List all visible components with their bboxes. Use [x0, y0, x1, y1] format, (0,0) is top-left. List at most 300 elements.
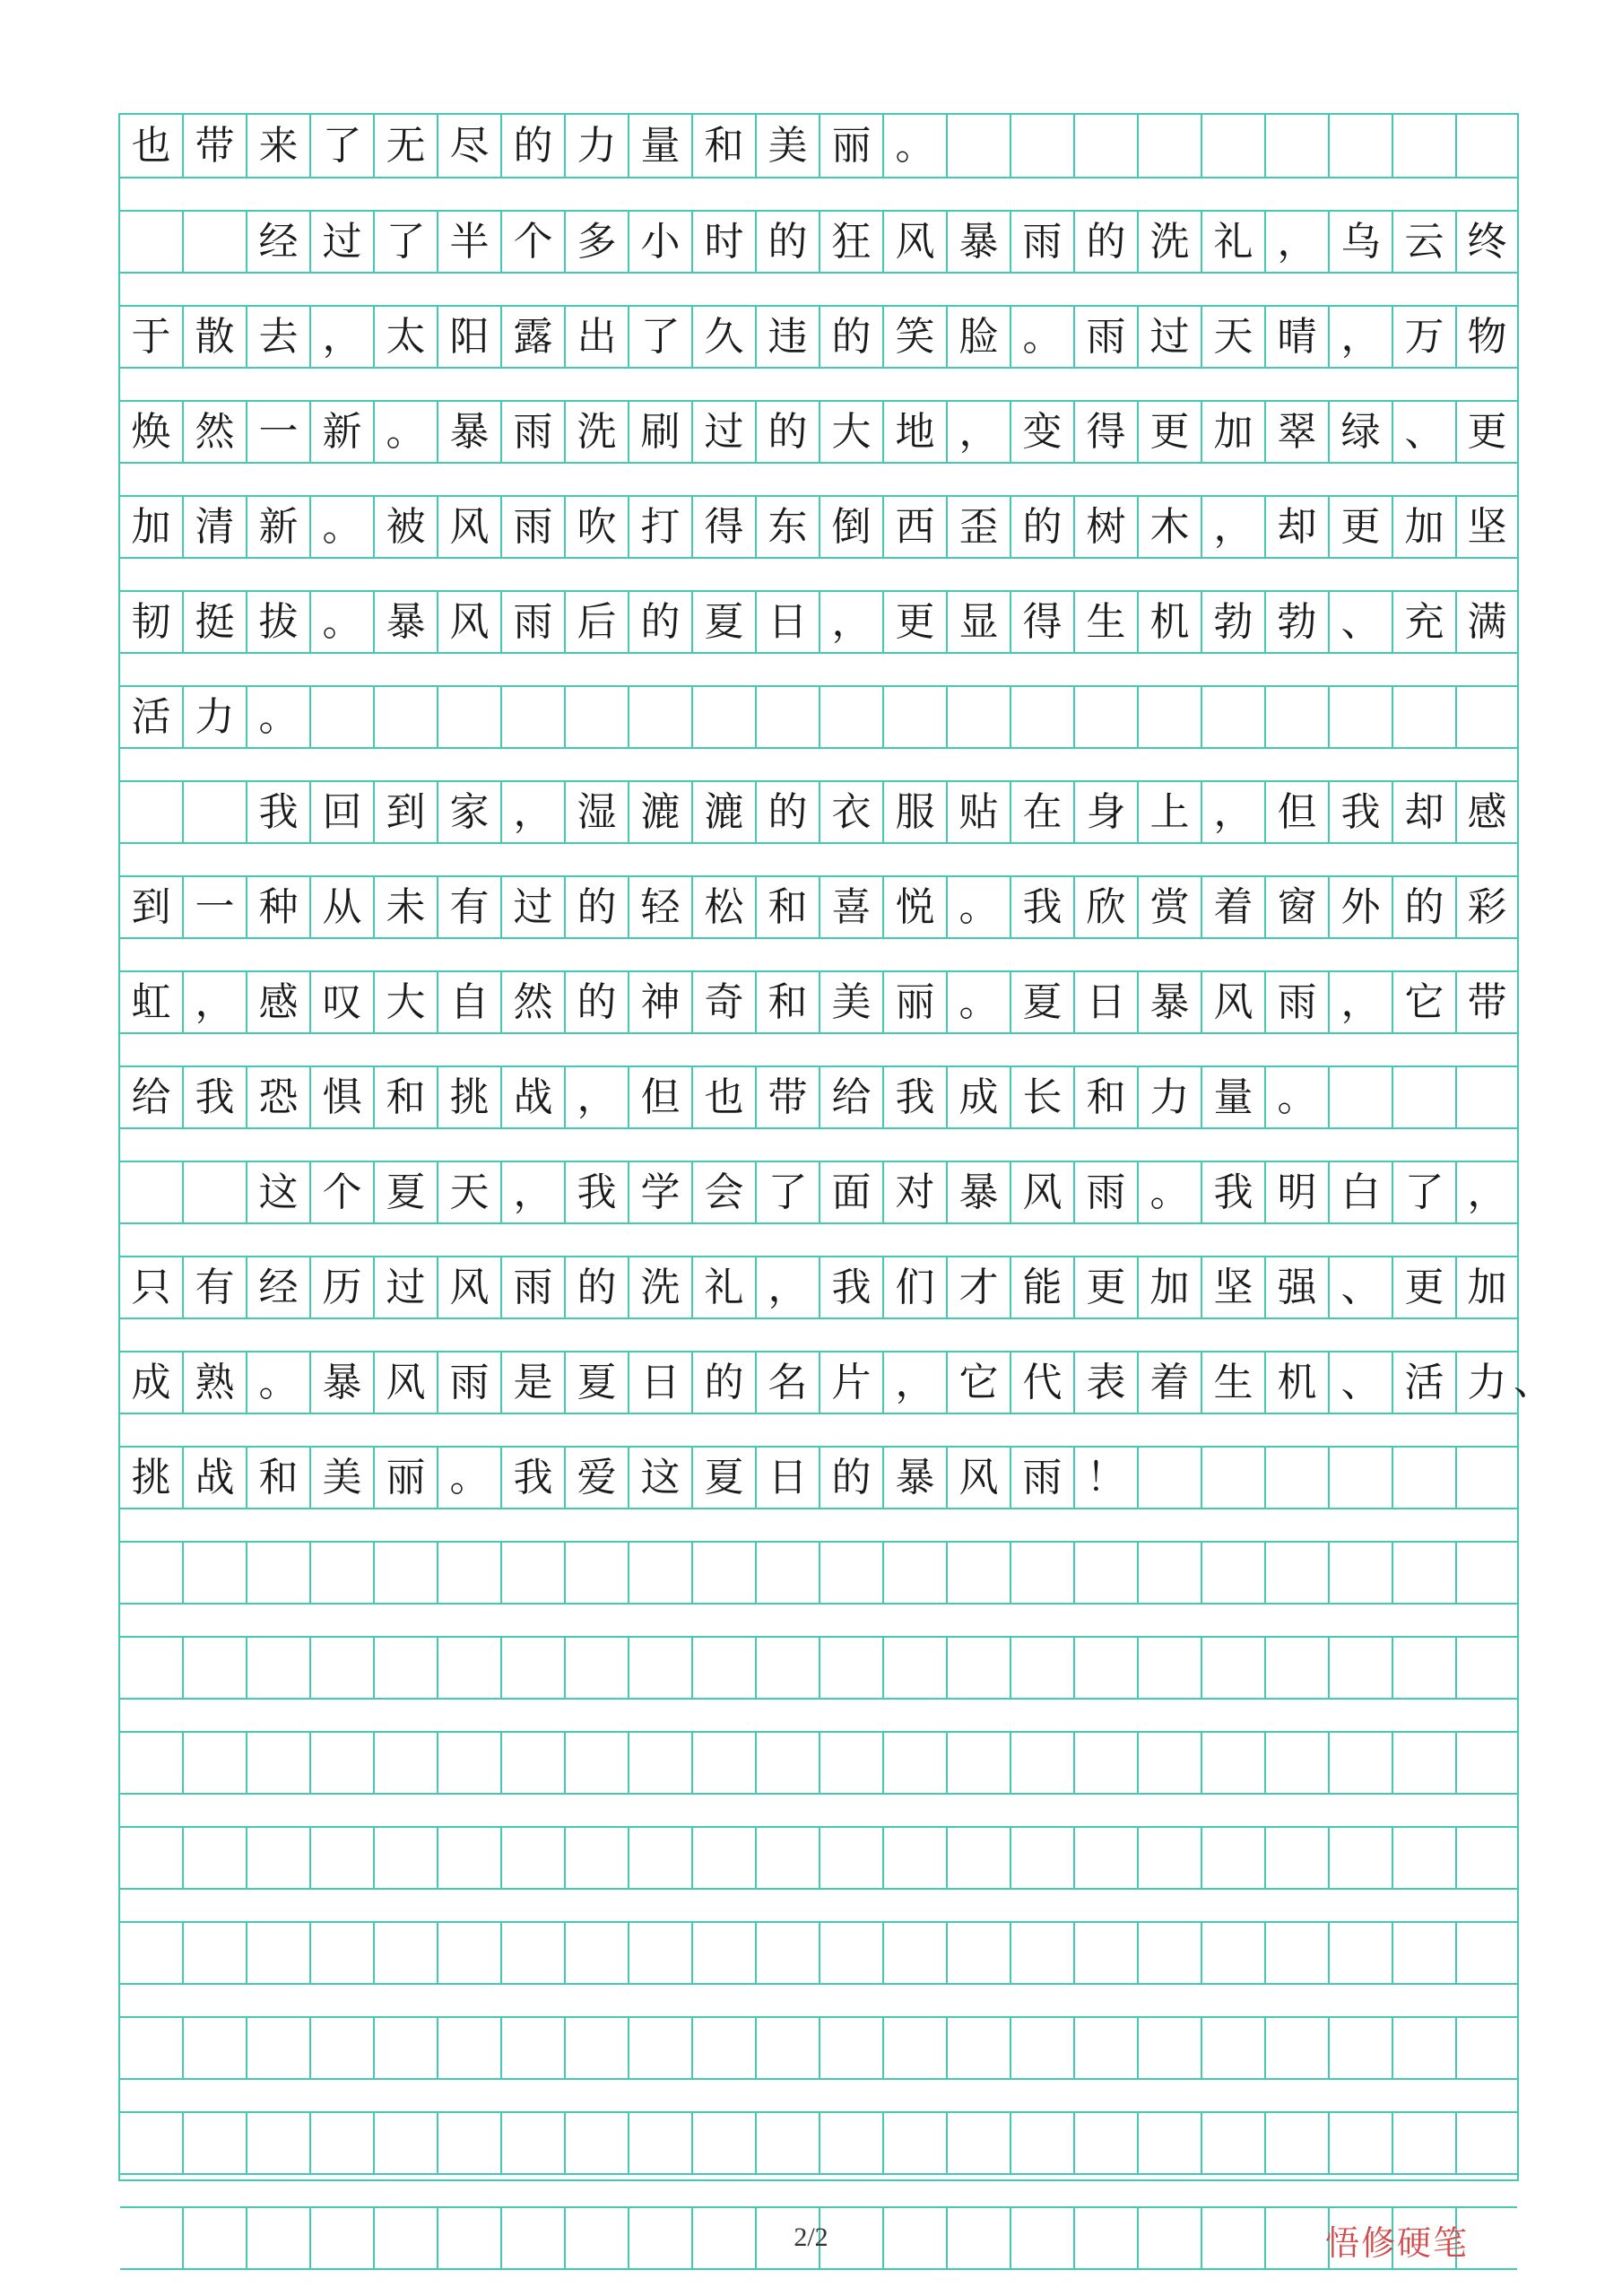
grid-cell: [502, 1638, 566, 1698]
grid-cell: [375, 1923, 438, 1983]
grid-cell: [1457, 1448, 1517, 1508]
grid-cell: 时: [693, 212, 757, 272]
grid-cell: 也: [693, 1067, 757, 1127]
grid-cell: [375, 1638, 438, 1698]
grid-cell: 暴: [311, 1352, 375, 1413]
grid-cell: 吹: [566, 497, 629, 557]
grid-cell: 在: [1011, 782, 1075, 842]
grid-cell: [1011, 687, 1075, 747]
grid-cell: [1457, 1923, 1517, 1983]
grid-cell: [948, 115, 1011, 177]
grid-cell: [1266, 2113, 1330, 2173]
grid-cell: 过: [375, 1257, 438, 1318]
grid-cell: ！: [1075, 1448, 1139, 1508]
grid-cell: [1202, 115, 1266, 177]
grid-cell: 我: [884, 1067, 948, 1127]
grid-row: [120, 305, 1517, 369]
grid-cell: [820, 1543, 884, 1603]
grid-cell: 。: [948, 972, 1011, 1032]
grid-cell: [566, 687, 629, 747]
grid-cell: 过: [311, 212, 375, 272]
grid-cell: [502, 1828, 566, 1888]
grid-cell: [1011, 1923, 1075, 1983]
grid-cell: [1075, 687, 1139, 747]
grid-cell: [120, 1828, 184, 1888]
grid-cell: [757, 1733, 820, 1793]
grid-cell: 然: [184, 402, 247, 462]
grid-cell: [1457, 687, 1517, 747]
grid-cell: 加: [120, 497, 184, 557]
grid-cell: [502, 1733, 566, 1793]
grid-cell: 风: [438, 1257, 502, 1318]
grid-cell: [1457, 2113, 1517, 2173]
grid-cell: 湿: [566, 782, 629, 842]
grid-cell: 小: [629, 212, 693, 272]
grid-cell: 我: [1011, 877, 1075, 937]
grid-cell: 加: [1139, 1257, 1202, 1318]
grid-cell: [1393, 1733, 1457, 1793]
grid-cell: 的: [757, 212, 820, 272]
grid-cell: 们: [884, 1257, 948, 1318]
grid-cell: 松: [693, 877, 757, 937]
grid-cell: 经: [247, 1257, 311, 1318]
grid-cell: [1457, 1733, 1517, 1793]
grid-cell: 风: [438, 592, 502, 652]
page-number: 2/2: [794, 2222, 828, 2252]
grid-cell: [1330, 2018, 1393, 2078]
grid-cell: 长: [1011, 1067, 1075, 1127]
grid-cell: 喜: [820, 877, 884, 937]
grid-cell: 来: [247, 115, 311, 177]
grid-cell: [1393, 1448, 1457, 1508]
grid-cell: 礼: [1202, 212, 1266, 272]
grid-cell: 着: [1202, 877, 1266, 937]
grid-cell: 机: [1139, 592, 1202, 652]
grid-cell: [820, 687, 884, 747]
grid-cell: ，: [1202, 782, 1266, 842]
grid-cell: [693, 2113, 757, 2173]
grid-cell: 加: [1202, 402, 1266, 462]
grid-cell: 强: [1266, 1257, 1330, 1318]
grid-cell: [438, 1543, 502, 1603]
grid-cell: 从: [311, 877, 375, 937]
grid-cell: 暴: [948, 212, 1011, 272]
grid-cell: 量: [1202, 1067, 1266, 1127]
grid-cell: [693, 1923, 757, 1983]
grid-cell: [948, 1733, 1011, 1793]
grid-cell: [120, 1733, 184, 1793]
grid-cell: 太: [375, 307, 438, 367]
grid-cell: [693, 1543, 757, 1603]
grid-cell: 美: [311, 1448, 375, 1508]
grid-cell: 了: [757, 1162, 820, 1222]
grid-cell: 战: [184, 1448, 247, 1508]
grid-cell: [629, 1828, 693, 1888]
grid-cell: 窗: [1266, 877, 1330, 937]
grid-cell: 生: [1202, 1352, 1266, 1413]
grid-cell: [311, 2018, 375, 2078]
grid-cell: 夏: [693, 592, 757, 652]
grid-cell: [629, 1733, 693, 1793]
grid-cell: 晴: [1266, 307, 1330, 367]
grid-cell: 被: [375, 497, 438, 557]
grid-cell: [693, 1638, 757, 1698]
grid-cell: 惧: [311, 1067, 375, 1127]
grid-cell: 夏: [375, 1162, 438, 1222]
grid-cell: [629, 2113, 693, 2173]
grid-cell: [1393, 1638, 1457, 1698]
grid-cell: 带: [757, 1067, 820, 1127]
grid-cell: 有: [438, 877, 502, 937]
grid-cell: [1202, 1543, 1266, 1603]
grid-cell: [820, 1733, 884, 1793]
grid-cell: [1330, 1828, 1393, 1888]
grid-cell: 带: [1467, 978, 1507, 1025]
grid-cell: 的: [820, 1448, 884, 1508]
grid-cell: 风: [884, 212, 948, 272]
grid-cell: [1011, 1638, 1075, 1698]
grid-cell: 韧: [120, 592, 184, 652]
grid-cell: [1139, 1638, 1202, 1698]
grid-row: [120, 2016, 1517, 2080]
grid-cell: 的: [502, 115, 566, 177]
grid-cell: [820, 1828, 884, 1888]
grid-cell: [438, 2113, 502, 2173]
grid-cell: [884, 687, 948, 747]
grid-cell: [375, 687, 438, 747]
grid-cell: 终: [1467, 218, 1507, 265]
grid-cell: [693, 687, 757, 747]
grid-cell: [757, 1638, 820, 1698]
grid-cell: 、: [1393, 402, 1457, 462]
grid-cell: [184, 782, 247, 842]
grid-cell: [1266, 1733, 1330, 1793]
grid-cell: [629, 2018, 693, 2078]
grid-cell: 过: [502, 877, 566, 937]
grid-cell: [1075, 2018, 1139, 2078]
grid-cell: [629, 1638, 693, 1698]
grid-cell: 它: [1393, 972, 1457, 1032]
grid-row: [120, 115, 1517, 178]
grid-cell: [1202, 687, 1266, 747]
grid-cell: [1139, 1828, 1202, 1888]
grid-cell: [247, 2113, 311, 2173]
grid-cell: 贴: [948, 782, 1011, 842]
grid-cell: 丽: [820, 115, 884, 177]
grid-cell: 雨: [502, 1257, 566, 1318]
grid-cell: [1011, 1828, 1075, 1888]
grid-cell: 的: [1011, 497, 1075, 557]
grid-cell: 日: [629, 1352, 693, 1413]
grid-cell: [120, 2018, 184, 2078]
grid-cell: [1075, 1828, 1139, 1888]
grid-cell: ，: [1202, 497, 1266, 557]
grid-cell: 了: [629, 307, 693, 367]
grid-cell: [438, 1828, 502, 1888]
grid-cell: [438, 1733, 502, 1793]
grid-cell: [820, 2113, 884, 2173]
grid-cell: 狂: [820, 212, 884, 272]
grid-cell: 给: [120, 1067, 184, 1127]
grid-cell: 我: [566, 1162, 629, 1222]
grid-cell: 雨: [1011, 1448, 1075, 1508]
grid-cell: 家: [438, 782, 502, 842]
grid-cell: ，: [184, 972, 247, 1032]
grid-cell: [1457, 2018, 1517, 2078]
grid-cell: [184, 2018, 247, 2078]
grid-cell: 明: [1266, 1162, 1330, 1222]
grid-cell: 、: [1330, 1352, 1393, 1413]
grid-cell: 挑: [120, 1448, 184, 1508]
grid-cell: [566, 1638, 629, 1698]
grid-cell: [1393, 1923, 1457, 1983]
grid-cell: 暴: [948, 1162, 1011, 1222]
grid-cell: [566, 1923, 629, 1983]
grid-cell: 过: [693, 402, 757, 462]
grid-cell: 露: [502, 307, 566, 367]
grid-cell: [629, 687, 693, 747]
grid-cell: [1011, 2018, 1075, 2078]
writing-grid-sheet: [118, 113, 1553, 2181]
grid-cell: [1075, 1733, 1139, 1793]
grid-cell: [438, 1923, 502, 1983]
grid-cell: 和: [693, 115, 757, 177]
grid-cell: 战: [502, 1067, 566, 1127]
grid-cell: 暴: [375, 592, 438, 652]
grid-cell: 。: [438, 1448, 502, 1508]
grid-cell: 力: [1139, 1067, 1202, 1127]
grid-cell: ，: [1266, 212, 1330, 272]
grid-cell: 外: [1330, 877, 1393, 937]
grid-cell: [1011, 1543, 1075, 1603]
grid-cell: ，: [311, 307, 375, 367]
grid-cell: 但: [629, 1067, 693, 1127]
grid-cell: 夏: [1011, 972, 1075, 1032]
grid-cell: 是: [502, 1352, 566, 1413]
grid-cell: [820, 1638, 884, 1698]
grid-cell: 我: [184, 1067, 247, 1127]
grid-row: [120, 1256, 1517, 1319]
grid-cell: [184, 1162, 247, 1222]
grid-cell: [502, 1543, 566, 1603]
grid-cell: ，: [884, 1352, 948, 1413]
grid-cell: 乌: [1330, 212, 1393, 272]
grid-cell: 夏: [566, 1352, 629, 1413]
grid-cell: [948, 687, 1011, 747]
grid-cell: [1075, 1638, 1139, 1698]
grid-cell: 风: [1202, 972, 1266, 1032]
grid-cell: 满: [1467, 598, 1507, 645]
grid-cell: [247, 1733, 311, 1793]
grid-cell: [1266, 115, 1330, 177]
grid-cell: [1075, 1923, 1139, 1983]
grid-cell: 活: [1393, 1352, 1457, 1413]
grid-cell: 到: [375, 782, 438, 842]
grid-cell: 加: [1393, 497, 1457, 557]
grid-cell: 个: [311, 1162, 375, 1222]
grid-cell: [1266, 1828, 1330, 1888]
grid-cell: [1330, 1448, 1393, 1508]
grid-cell: [757, 1543, 820, 1603]
grid-cell: [884, 1638, 948, 1698]
grid-cell: 、: [1330, 1257, 1393, 1318]
grid-cell: 更: [1467, 408, 1507, 455]
grid-cell: 。: [884, 115, 948, 177]
grid-cell: [693, 1828, 757, 1888]
grid-cell: [1393, 1067, 1457, 1127]
grid-cell: [884, 1543, 948, 1603]
grid-cell: [948, 1828, 1011, 1888]
grid-cell: ，: [1330, 307, 1393, 367]
grid-cell: [1075, 2113, 1139, 2173]
grid-cell: 风: [375, 1352, 438, 1413]
grid-cell: 万: [1393, 307, 1457, 367]
grid-cell: 天: [438, 1162, 502, 1222]
grid-cell: 半: [438, 212, 502, 272]
grid-cell: [120, 212, 184, 272]
grid-cell: [375, 1543, 438, 1603]
grid-cell: 日: [1075, 972, 1139, 1032]
grid-cell: 学: [629, 1162, 693, 1222]
grid-cell: [375, 1733, 438, 1793]
grid-cell: 绿: [1330, 402, 1393, 462]
grid-cell: 着: [1139, 1352, 1202, 1413]
grid-cell: 和: [757, 877, 820, 937]
grid-cell: 的: [820, 307, 884, 367]
grid-row: [120, 1731, 1517, 1795]
grid-cell: 却: [1266, 497, 1330, 557]
grid-cell: [184, 1828, 247, 1888]
grid-cell: 对: [884, 1162, 948, 1222]
grid-cell: 的: [566, 1257, 629, 1318]
grid-cell: [1139, 1448, 1202, 1508]
grid-cell: 丽: [884, 972, 948, 1032]
grid-cell: [502, 2113, 566, 2173]
grid-cell: [184, 1638, 247, 1698]
grid-cell: 雨: [1011, 212, 1075, 272]
grid-cell: [884, 1733, 948, 1793]
grid-cell: 漉: [629, 782, 693, 842]
grid-cell: 。: [247, 687, 311, 747]
grid-cell: [1393, 2018, 1457, 2078]
grid-cell: [1266, 1543, 1330, 1603]
grid-cell: 叹: [311, 972, 375, 1032]
grid-cell: ，: [502, 1162, 566, 1222]
grid-cell: [120, 2113, 184, 2173]
grid-cell: [247, 1638, 311, 1698]
grid-cell: [1139, 115, 1202, 177]
grid-cell: 。: [247, 1352, 311, 1413]
grid-cell: 个: [502, 212, 566, 272]
grid-cell: [247, 2018, 311, 2078]
grid-cell: 。: [311, 497, 375, 557]
grid-cell: [184, 1733, 247, 1793]
grid-cell: [120, 1923, 184, 1983]
grid-cell: 的: [757, 782, 820, 842]
grid-cell: [1266, 1923, 1330, 1983]
brand-logo-text: 悟修硬笔: [1325, 2223, 1470, 2263]
grid-cell: [1202, 2113, 1266, 2173]
grid-cell: [184, 212, 247, 272]
grid-cell: 和: [1075, 1067, 1139, 1127]
grid-cell: [502, 2018, 566, 2078]
grid-cell: 坚: [1467, 503, 1507, 550]
grid-cell: 云: [1393, 212, 1457, 272]
grid-cell: [1011, 115, 1075, 177]
grid-cell: 回: [311, 782, 375, 842]
grid-cell: 的: [1393, 877, 1457, 937]
grid-cell: 片: [820, 1352, 884, 1413]
grid-cell: [1075, 1543, 1139, 1603]
grid-cell: 多: [566, 212, 629, 272]
grid-row: [120, 1446, 1517, 1509]
grid-cell: [1202, 1448, 1266, 1508]
grid-cell: 活: [120, 687, 184, 747]
grid-cell: 这: [629, 1448, 693, 1508]
grid-cell: 风: [1011, 1162, 1075, 1222]
grid-cell: [1011, 1733, 1075, 1793]
grid-cell: 。: [1266, 1067, 1330, 1127]
grid-row: [120, 1921, 1517, 1985]
grid-cell: 有: [184, 1257, 247, 1318]
grid-cell: 过: [1139, 307, 1202, 367]
grid-cell: 违: [757, 307, 820, 367]
grid-overflow-char: 、: [1514, 1358, 1553, 1404]
grid-cell: 散: [184, 307, 247, 367]
grid-cell: 能: [1011, 1257, 1075, 1318]
grid-cell: [948, 1543, 1011, 1603]
grid-cell: [120, 1638, 184, 1698]
grid-cell: [757, 687, 820, 747]
grid-cell: [502, 687, 566, 747]
grid-cell: 成: [120, 1352, 184, 1413]
grid-cell: 物: [1467, 313, 1507, 360]
grid-cell: 地: [884, 402, 948, 462]
grid-cell: [884, 1828, 948, 1888]
grid-cell: 雨: [1266, 972, 1330, 1032]
grid-cell: 暴: [438, 402, 502, 462]
grid-cell: [1393, 687, 1457, 747]
grid-cell: [1330, 1923, 1393, 1983]
grid-cell: [1011, 2113, 1075, 2173]
grid-cell: [311, 1638, 375, 1698]
grid-cell: 也: [120, 115, 184, 177]
grid-cell: 久: [693, 307, 757, 367]
grid-cell: [438, 687, 502, 747]
grid-cell: 衣: [820, 782, 884, 842]
grid-cell: [120, 1162, 184, 1222]
grid-cell: [757, 2018, 820, 2078]
grid-cell: [247, 1923, 311, 1983]
grid-cell: 代: [1011, 1352, 1075, 1413]
grid-cell: [1202, 1923, 1266, 1983]
grid-cell: 风: [948, 1448, 1011, 1508]
grid-cell: 雨: [502, 497, 566, 557]
grid-cell: 。: [375, 402, 438, 462]
grid-row: [120, 685, 1517, 749]
grid-cell: 然: [502, 972, 566, 1032]
grid-cell: [1139, 687, 1202, 747]
grid-cell: 我: [1330, 782, 1393, 842]
grid-cell: [757, 1923, 820, 1983]
grid-cell: 的: [629, 592, 693, 652]
grid-cell: [1457, 115, 1517, 177]
grid-cell: 充: [1393, 592, 1457, 652]
grid-cell: 了: [375, 212, 438, 272]
grid-cell: [1202, 1638, 1266, 1698]
grid-cell: [948, 1923, 1011, 1983]
grid-cell: 勃: [1266, 592, 1330, 652]
